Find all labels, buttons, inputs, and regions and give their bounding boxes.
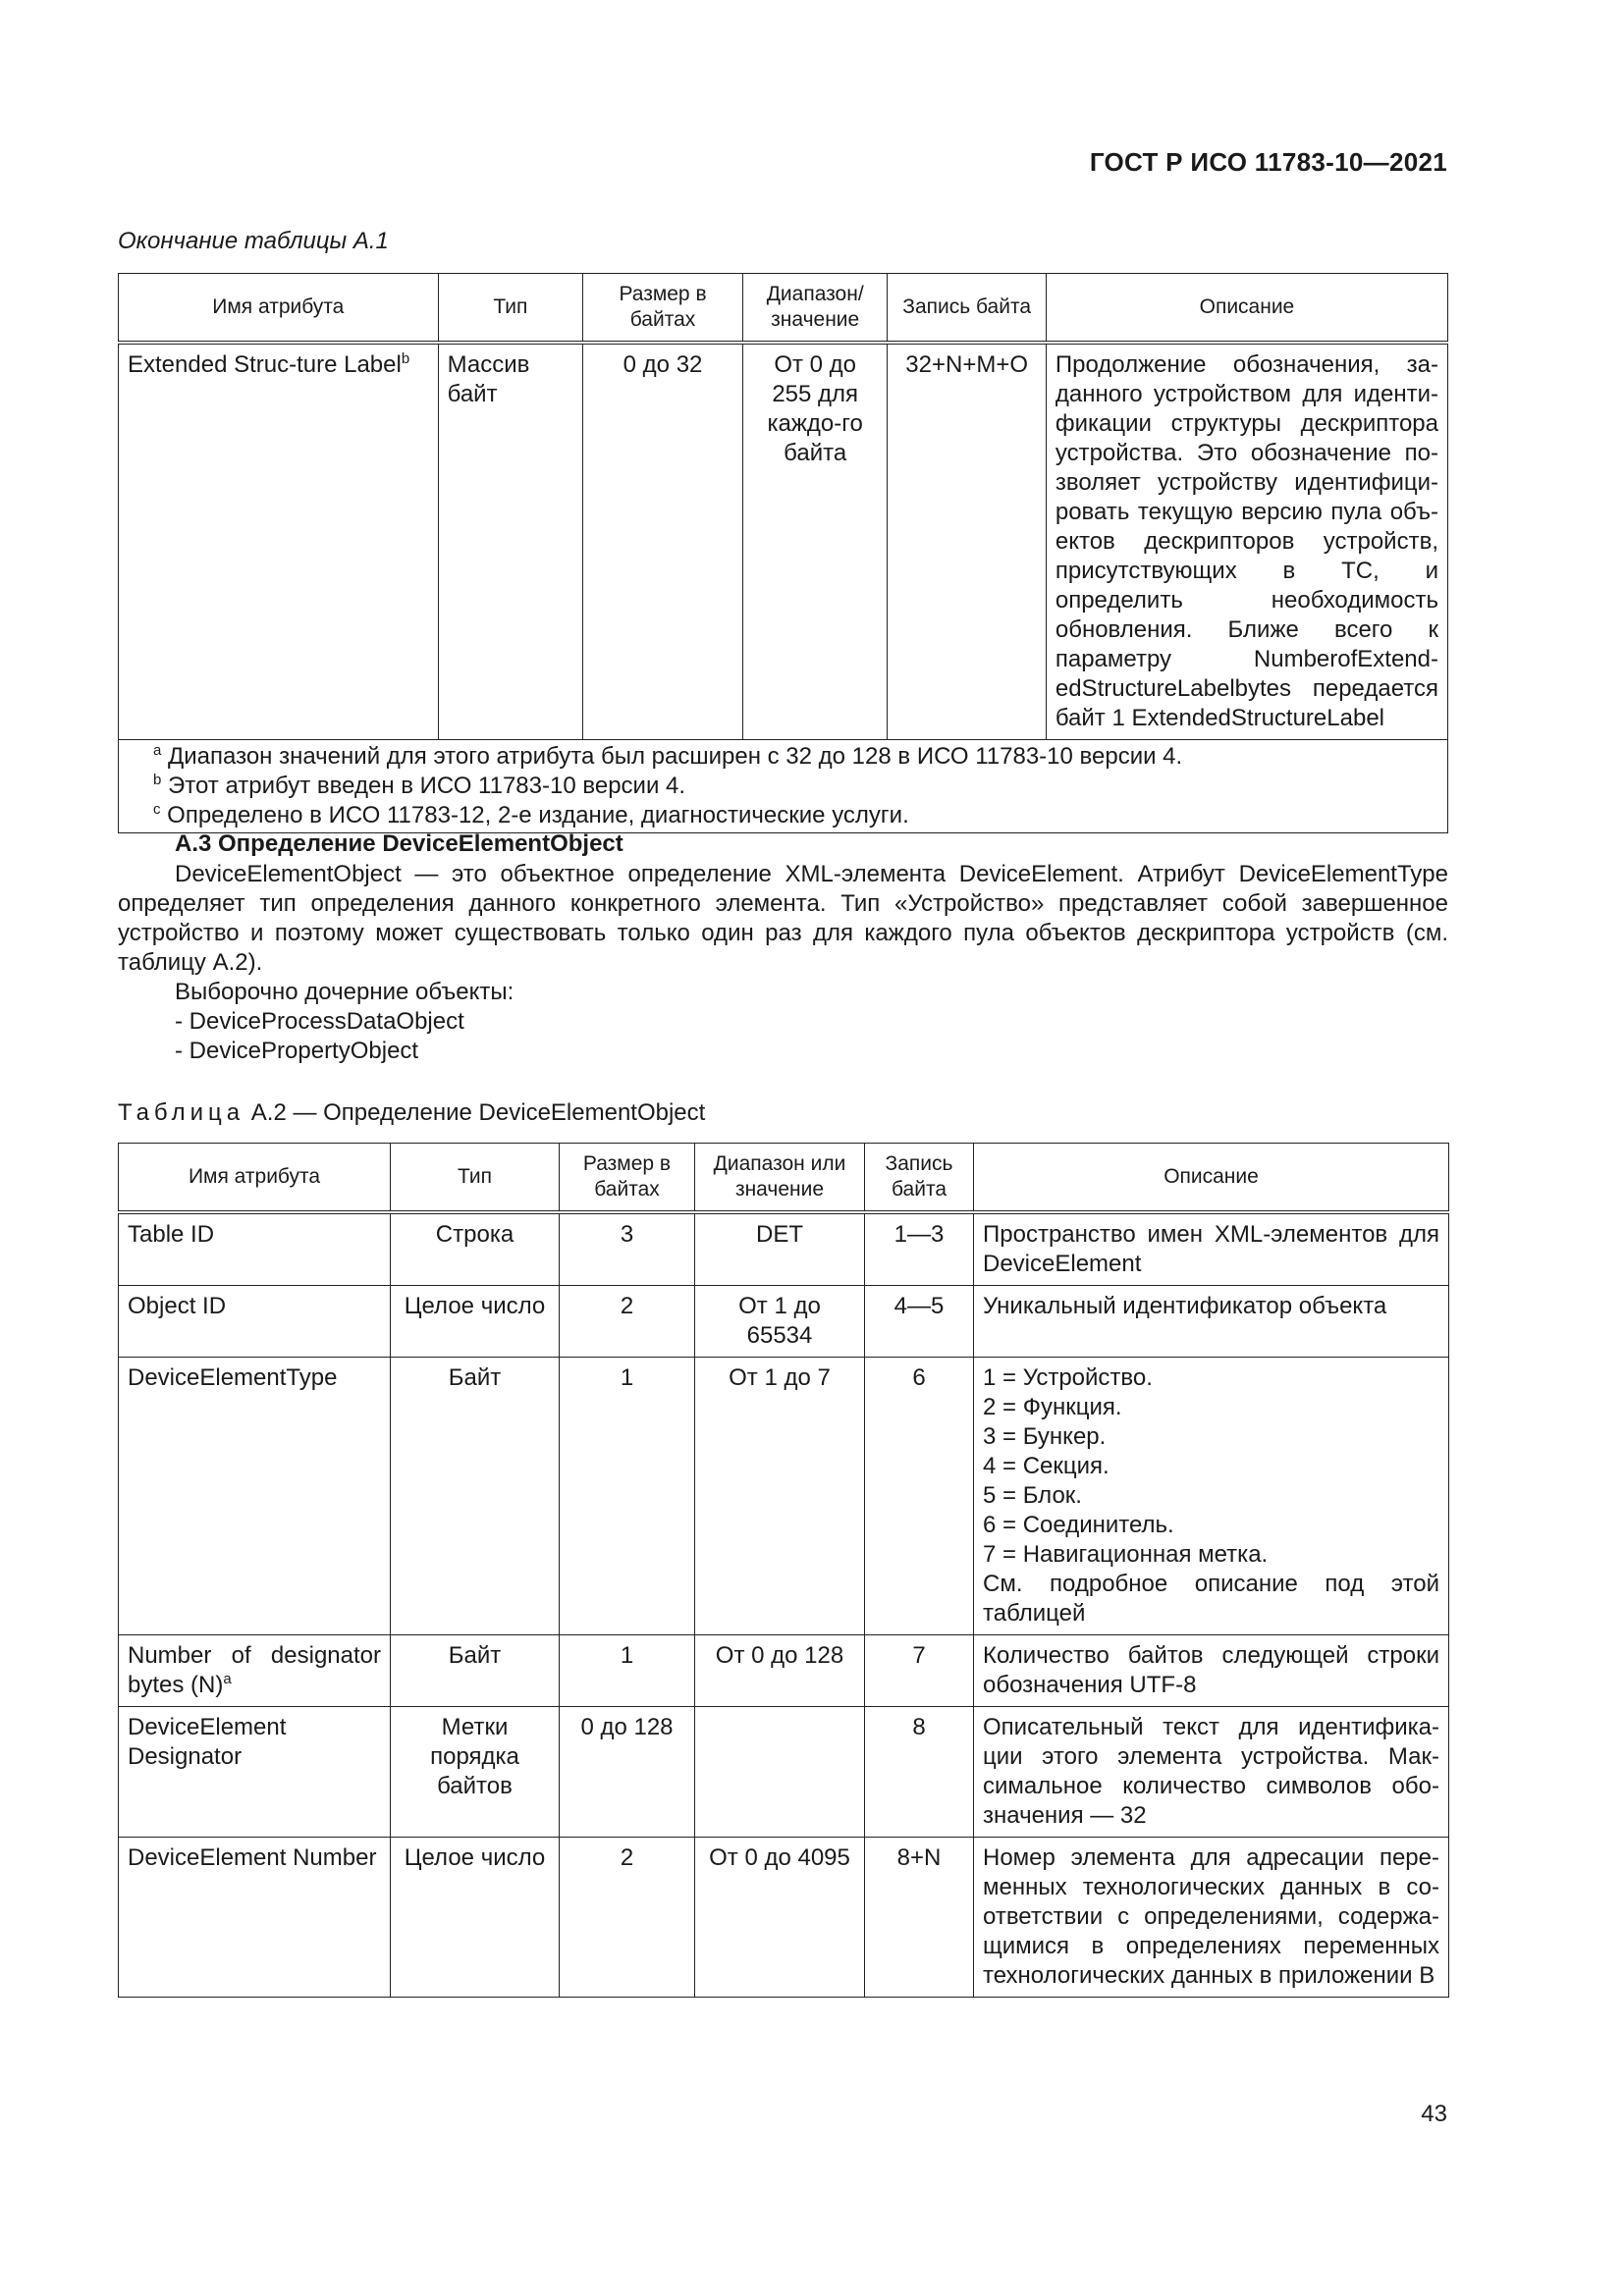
attribute-name-cell: Object ID	[119, 1286, 391, 1358]
footnote-mark: a	[153, 742, 162, 759]
note-text: Диапазон значений для этого атрибута был расширен с 32 до 128 в ИСО 11783-10 версии 4.	[168, 743, 1183, 770]
table-row	[119, 1212, 1449, 1286]
attribute-name-cell	[119, 1635, 391, 1707]
type-cell: Метки порядка байтов	[391, 1707, 560, 1838]
size-cell: 2	[560, 1286, 695, 1358]
enum-line: 2 = Функция.	[983, 1394, 1122, 1420]
table-row	[119, 1635, 1449, 1707]
attribute-name: Number of designator bytes (N)	[128, 1642, 381, 1698]
size-cell: 3	[560, 1212, 695, 1286]
description-cell: Номер элемента для адресации пере-менных технологических данных в со-ответствии с определениями, содержа-щимися в определениях переменных технологических данных в приложении В	[974, 1838, 1449, 1998]
range-cell: От 1 до 7	[695, 1358, 865, 1635]
column-header: Имя атрибута	[119, 274, 439, 344]
table-a2	[118, 1143, 1449, 1998]
size-cell: 2	[560, 1838, 695, 1998]
attribute-name-cell: Table ID	[119, 1212, 391, 1286]
footnote-mark: b	[153, 772, 162, 788]
type-cell: Массив байт	[438, 343, 583, 740]
table-row	[119, 1707, 1449, 1838]
size-cell: 0 до 32	[583, 343, 743, 740]
range-cell: От 0 до 4095	[695, 1838, 865, 1998]
record-cell: 8	[865, 1707, 974, 1838]
description-cell	[974, 1358, 1449, 1635]
enum-line: 5 = Блок.	[983, 1482, 1082, 1509]
column-header: Имя атрибута	[119, 1144, 391, 1213]
section-body	[118, 860, 1448, 1066]
section-title: А.3 Определение DeviceElementObject	[175, 830, 623, 857]
description-cell: Описательный текст для идентифика-ции этого элемента устройства. Мак-симальное количество символов обо-значения — 32	[974, 1707, 1449, 1838]
type-cell: Целое число	[391, 1838, 560, 1998]
type-cell: Байт	[391, 1358, 560, 1635]
attribute-name-cell: DeviceElementType	[119, 1358, 391, 1635]
table-notes-row	[119, 740, 1448, 833]
column-header: Описание	[974, 1144, 1449, 1213]
table-continuation-caption: Окончание таблицы А.1	[118, 228, 389, 254]
table-row	[119, 1838, 1449, 1998]
description-cell: Количество байтов следующей строки обозначения UTF-8	[974, 1635, 1449, 1707]
description-cell: Продолжение обозначения, за-данного устройством для иденти-фикации структуры дескриптора устройства. Это обозначение по-зволяет устройству идентифици-ровать текущую версию пула объ-ектов дескрипторов устройств, присутствующих в ТС, и определить необходимость обновления. Ближе всего к параметру NumberofExtend-edStructureLabelbytes передается байт 1 ExtendedStructureLabel	[1046, 343, 1447, 740]
type-cell: Строка	[391, 1212, 560, 1286]
list-item: - DeviceProcessDataObject	[175, 1008, 464, 1035]
column-header: Описание	[1046, 274, 1447, 344]
column-header: Запись байта	[888, 274, 1046, 344]
table-a1-end	[118, 273, 1448, 833]
record-cell: 4—5	[865, 1286, 974, 1358]
range-cell: От 1 до 65534	[695, 1286, 865, 1358]
enum-line: 3 = Бункер.	[983, 1423, 1107, 1450]
footnote-mark: c	[153, 801, 161, 818]
paragraph: DeviceElementObject — это объектное определение XML-элемента DeviceElement. Атрибут DeviceElementType определяет тип определения данного конкретного элемента. Тип «Устройство» представляет собой завершенное устройство и поэтому может существовать только один раз для каждого пула объектов дескриптора устройств (см. таблицу А.2).	[118, 861, 1448, 976]
size-cell: 0 до 128	[560, 1707, 695, 1838]
range-cell: От 0 до 128	[695, 1635, 865, 1707]
attribute-name-cell: DeviceElement Number	[119, 1838, 391, 1998]
table-row	[119, 343, 1448, 740]
note-text: Этот атрибут введен в ИСО 11783-10 версии 4.	[168, 773, 686, 799]
table-header-row	[119, 274, 1448, 344]
table-row	[119, 1286, 1449, 1358]
column-header: Запись байта	[865, 1144, 974, 1213]
range-cell: От 0 до 255 для каждо-го байта	[742, 343, 888, 740]
table-note	[153, 801, 1388, 830]
record-cell: 7	[865, 1635, 974, 1707]
enum-line: 4 = Секция.	[983, 1453, 1110, 1479]
column-header: Размер в байтах	[583, 274, 743, 344]
paragraph: Выборочно дочерние объекты:	[175, 979, 514, 1005]
size-cell: 1	[560, 1358, 695, 1635]
enum-line: 6 = Соединитель.	[983, 1512, 1174, 1538]
table-title: А.2 — Определение DeviceElementObject	[250, 1099, 706, 1126]
column-header: Размер в байтах	[560, 1144, 695, 1213]
size-cell: 1	[560, 1635, 695, 1707]
document-header: ГОСТ Р ИСО 11783-10—2021	[1089, 147, 1447, 177]
table-a2-caption	[118, 1099, 705, 1127]
description-tail: См. подробное описание под этой таблицей	[983, 1571, 1439, 1627]
table-note	[153, 742, 1388, 772]
type-cell: Байт	[391, 1635, 560, 1707]
footnote-mark: b	[401, 350, 410, 367]
enum-line: 7 = Навигационная метка.	[983, 1541, 1269, 1568]
column-header: Тип	[438, 274, 583, 344]
table-word: Таблица	[118, 1099, 245, 1126]
description-cell: Уникальный идентификатор объекта	[974, 1286, 1449, 1358]
record-cell: 8+N	[865, 1838, 974, 1998]
attribute-name: Extended Struc-ture Label	[128, 351, 402, 378]
enum-line: 1 = Устройство.	[983, 1364, 1153, 1391]
column-header: Диапазон или значение	[695, 1144, 865, 1213]
attribute-name-cell: DeviceElement Designator	[119, 1707, 391, 1838]
attribute-name-cell	[119, 343, 439, 740]
range-cell	[695, 1707, 865, 1838]
table-note	[153, 772, 1388, 801]
record-cell: 32+N+M+O	[888, 343, 1046, 740]
table-notes	[119, 740, 1448, 833]
record-cell: 1—3	[865, 1212, 974, 1286]
list-item: - DevicePropertyObject	[175, 1038, 419, 1064]
note-text: Определено в ИСО 11783-12, 2-е издание, диагностические услуги.	[167, 802, 909, 828]
record-cell: 6	[865, 1358, 974, 1635]
description-cell: Пространство имен XML-элементов для DeviceElement	[974, 1212, 1449, 1286]
footnote-mark: a	[223, 1671, 232, 1687]
column-header: Тип	[391, 1144, 560, 1213]
page-number: 43	[1421, 2101, 1447, 2127]
table-header-row	[119, 1144, 1449, 1213]
column-header: Диапазон/ значение	[742, 274, 888, 344]
type-cell: Целое число	[391, 1286, 560, 1358]
range-cell: DET	[695, 1212, 865, 1286]
table-row	[119, 1358, 1449, 1635]
